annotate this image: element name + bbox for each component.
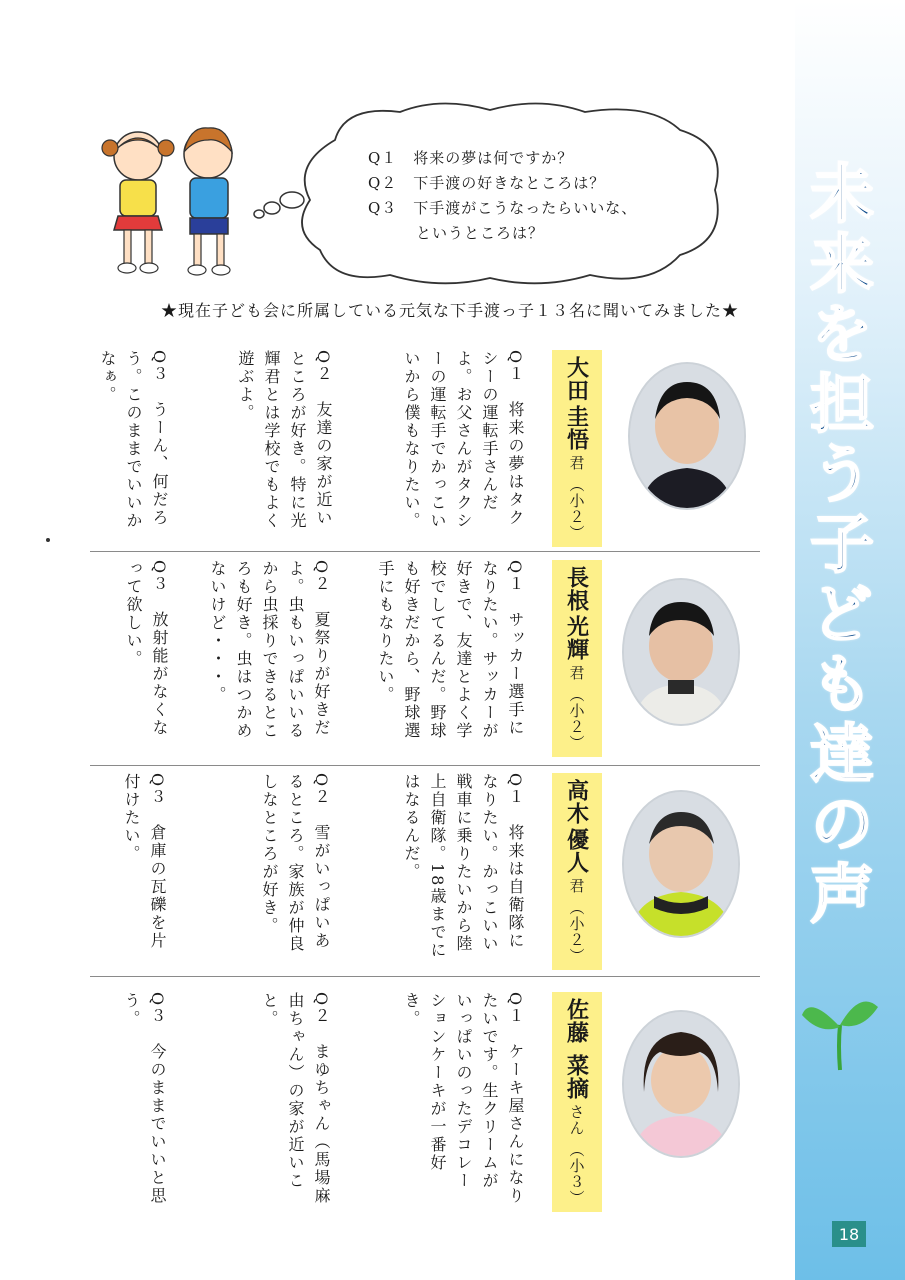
question-1: Q１ 将来の夢は何ですか？ bbox=[368, 149, 574, 167]
answer-q2: Q２ 友達の家が近いところが好き。特に光輝君とは学校でもよく遊ぶよ。 bbox=[236, 350, 333, 530]
grade: （小３） bbox=[567, 1142, 586, 1206]
family-name: 佐藤 bbox=[563, 998, 590, 1044]
name-label bbox=[552, 350, 602, 547]
family-name: 大田 bbox=[563, 356, 590, 402]
family-name: 高木 bbox=[563, 779, 590, 825]
intro-line: ★現在子ども会に所属している元気な下手渡っ子１３名に聞いてみました★ bbox=[160, 301, 739, 320]
question-3-line1: Q３ 下手渡がこうなったらいいな、 bbox=[368, 199, 638, 217]
scan-speck bbox=[46, 538, 50, 542]
answer-q2: Q２ 雪がいっぱいあるところ。家族が仲良しなところが好き。 bbox=[260, 773, 331, 953]
question-list bbox=[368, 146, 698, 246]
answer-q3: Q３ 放射能がなくなって欲しい。 bbox=[124, 560, 169, 738]
honorific: 君 bbox=[567, 665, 586, 681]
given-name: 圭悟 bbox=[563, 405, 590, 451]
answer-q1: Q１ ケーキ屋さんになりたいです。生クリームがいっぱいのったデコレーションケーキが一番好き。 bbox=[402, 992, 525, 1206]
sprout-icon bbox=[800, 985, 880, 1075]
given-name: 菜摘 bbox=[563, 1054, 590, 1100]
child-photo bbox=[622, 790, 740, 938]
answer-q1: Q１ サッカー選手になりたい。サッカーが好きで、友達とよく学校でしてるんだ。野球も好きだから、野球選手にもなりたい。 bbox=[376, 560, 525, 740]
family-name: 長根 bbox=[563, 566, 590, 612]
honorific: さん bbox=[567, 1104, 586, 1136]
grade: （小２） bbox=[567, 687, 586, 751]
section-divider bbox=[90, 765, 760, 766]
grade: （小２） bbox=[567, 477, 586, 541]
grade: （小２） bbox=[567, 900, 586, 964]
answer-q3: Q３ 今のままでいいと思う。 bbox=[122, 992, 167, 1206]
children-illustration bbox=[100, 118, 245, 283]
section-divider bbox=[90, 551, 760, 552]
section-divider bbox=[90, 976, 760, 977]
child-photo bbox=[622, 1010, 740, 1158]
answer-q3: Q３ 倉庫の瓦礫を片付けたい。 bbox=[122, 773, 167, 951]
child-photo bbox=[628, 362, 746, 510]
answer-q2: Q２ 夏祭りが好きだよ。虫もいっぱいいるから虫採りできるところも好き。虫はつかめないけど・・・。 bbox=[208, 560, 331, 740]
name-label bbox=[552, 992, 602, 1212]
honorific: 君 bbox=[567, 455, 586, 471]
page-number-badge: 18 bbox=[832, 1221, 866, 1247]
given-name: 光輝 bbox=[563, 615, 590, 661]
question-3-line2: というところは？ bbox=[368, 224, 545, 242]
name-label bbox=[552, 560, 602, 757]
answer-q2: Q２ まゆちゃん（馬場麻由ちゃん）の家が近いこと。 bbox=[260, 992, 331, 1206]
honorific: 君 bbox=[567, 878, 586, 894]
answer-q1: Q１ 将来の夢はタクシーの運転手さんだよ。お父さんがタクシーの運転手でかっこいいから僕もなりたい。 bbox=[402, 350, 525, 530]
given-name: 優人 bbox=[563, 828, 590, 874]
answer-q1: Q１ 将来は自衛隊になりたい。かっこいい戦車に乗りたいから陸上自衛隊。18歳までにはなるんだ。 bbox=[402, 773, 525, 960]
answer-q3: Q３ うーん、何だろう。このままでいいかなぁ。 bbox=[98, 350, 169, 530]
page-title: 未来を担う子ども達の声 bbox=[799, 160, 873, 930]
question-2: Q２ 下手渡の好きなところは？ bbox=[368, 174, 606, 192]
child-photo bbox=[622, 578, 740, 726]
name-label bbox=[552, 773, 602, 970]
